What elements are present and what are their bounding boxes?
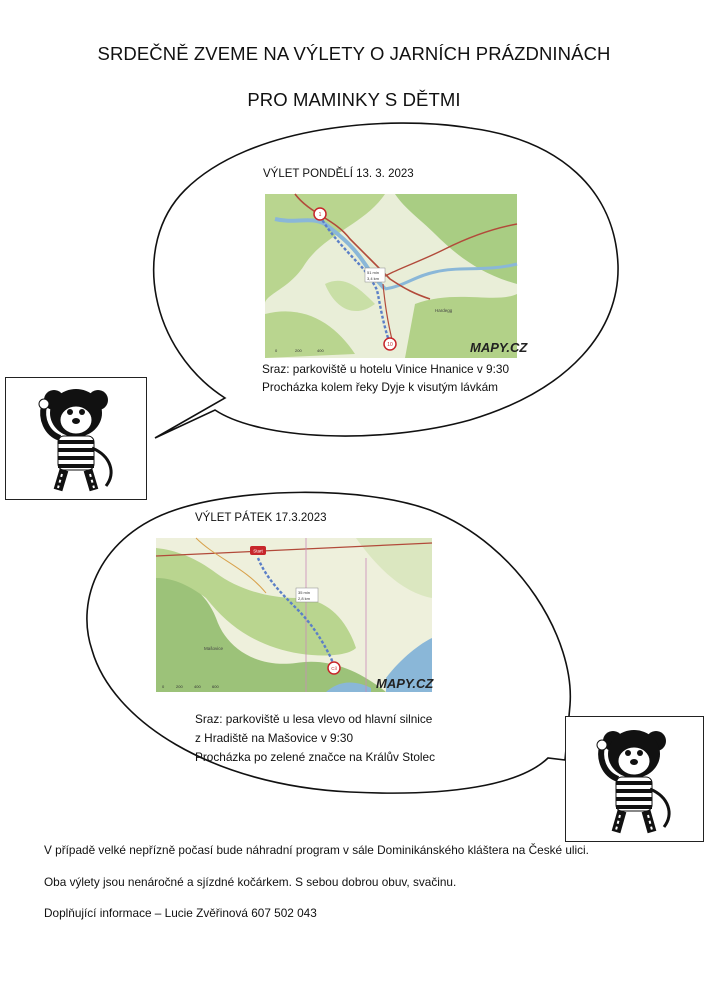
trip1-map-label-a: Hardegg xyxy=(435,308,453,313)
trip1-scale-2: 400 xyxy=(317,348,324,353)
trip1-heading: VÝLET PONDĚLÍ 13. 3. 2023 xyxy=(263,168,414,180)
trip1-info-dist: 3,4 km xyxy=(367,276,380,281)
svg-text:Start: Start xyxy=(253,548,263,554)
trip2-meeting-line1: Sraz: parkoviště u lesa vlevo od hlavní silnice xyxy=(195,712,433,726)
trip2-scale-1: 200 xyxy=(176,684,183,689)
trip2-info-time: 35 min xyxy=(298,590,311,595)
monkey-icon xyxy=(6,378,146,499)
trip1-walk: Procházka kolem řeky Dyje k visutým lávkám xyxy=(262,380,499,394)
footer-equipment-note: Oba výlety jsou nenáročné a sjízdné kočárkem. S sebou dobrou obuv, svačinu. xyxy=(44,875,457,889)
trip2-info-dist: 2,8 km xyxy=(298,596,311,601)
trip1-scale-0: 0 xyxy=(275,348,278,353)
svg-text:10: 10 xyxy=(387,342,393,348)
trip2-heading: VÝLET PÁTEK 17.3.2023 xyxy=(195,512,327,524)
trip2-meeting-line2: z Hradiště na Mašovice v 9:30 xyxy=(195,731,354,745)
trip1-map-brand: MAPY.CZ xyxy=(470,340,528,355)
trip2-walk: Procházka po zelené značce na Králův Stolec xyxy=(195,750,436,764)
svg-text:1: 1 xyxy=(318,212,322,218)
trip1-meeting: Sraz: parkoviště u hotelu Vinice Hnanice v 9:30 xyxy=(262,362,510,376)
footer-contact: Doplňující informace – Lucie Zvěřinová 607 502 043 xyxy=(44,906,317,920)
trip2-map xyxy=(156,538,432,692)
footer-weather-note: V případě velké nepřízně počasí bude náhradní program v sále Dominikánského kláštera na České ulici. xyxy=(44,843,589,857)
trip1-info-time: 51 min xyxy=(367,270,380,275)
page-title: SRDEČNĚ ZVEME NA VÝLETY O JARNÍCH PRÁZDNINÁCH xyxy=(97,43,611,64)
trip1-scale-1: 200 xyxy=(295,348,302,353)
trip2-scale-0: 0 xyxy=(162,684,165,689)
trip2-map-label-a: Mašovice xyxy=(204,646,224,651)
trip2-scale-3: 600 xyxy=(212,684,219,689)
trip2-scale-2: 400 xyxy=(194,684,201,689)
trip2-map-brand: MAPY.CZ xyxy=(376,676,434,691)
page-subtitle: PRO MAMINKY S DĚTMI xyxy=(247,89,461,110)
svg-text:Cíl: Cíl xyxy=(331,666,337,671)
monkey-illustration-2 xyxy=(565,716,704,842)
monkey-illustration-1 xyxy=(5,377,147,500)
monkey-icon xyxy=(566,717,703,841)
trip1-map xyxy=(265,194,528,358)
